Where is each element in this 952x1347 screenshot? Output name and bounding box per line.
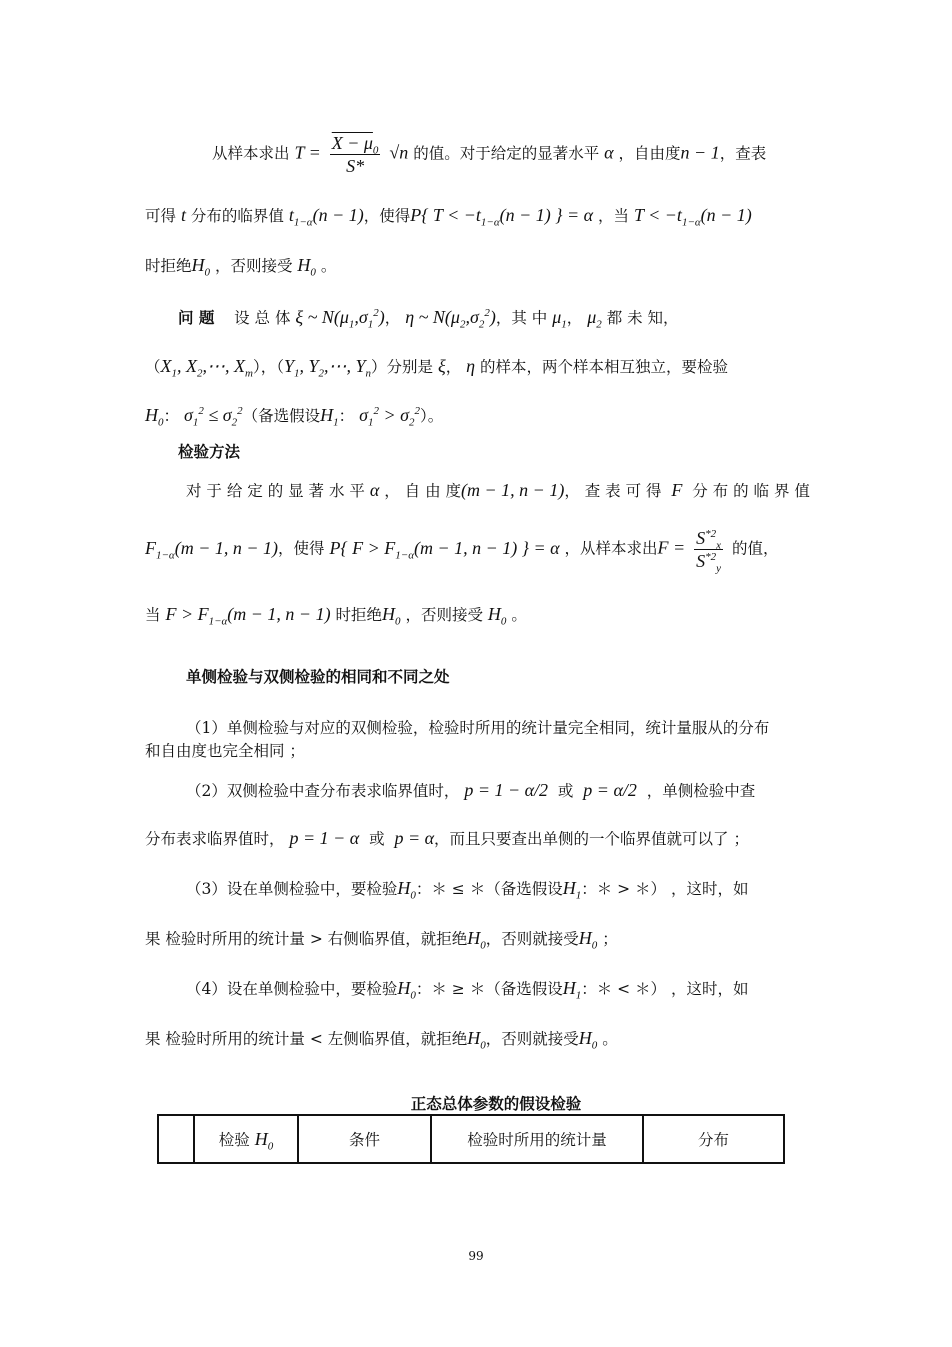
question-line-3 [145,404,443,427]
y-sample: $Y_1$, $Y_2,\cdots$, $Y_n$ [283,356,372,380]
item-1-line-1: （1）单侧检验与对应的双侧检验，检验时所用的统计量完全相同，统计量服从的分布 [186,719,770,737]
text: 。 [602,1030,618,1048]
null-hypothesis-formula: $\sigma_1^2 \le \sigma_2^2$ [183,405,243,429]
question-line-2 [145,355,728,378]
xi-symbol: ξ [437,356,446,376]
table-header-index [158,1115,194,1163]
reject-condition: $T < -t_{1-\alpha}(n - 1)$ [633,205,752,229]
text: （ [145,358,161,376]
item-2-line-1 [186,779,755,802]
H0-symbol: $H_0$ [397,978,416,1002]
text: 果 检验时所用的统计量 > 右侧临界值，就拒绝 [145,930,468,948]
alpha-symbol: α [369,480,380,500]
alt-hypothesis-formula: $\sigma_1^2 > \sigma_2^2$ [359,405,421,429]
formula-p: p = 1 − α [289,828,360,848]
text: ； [602,930,618,948]
H0-symbol: $H_0$ [578,1028,598,1052]
fraction-T [330,132,381,177]
text: ： [338,407,355,425]
text: 。 [511,606,527,624]
text: ，否则接受 [214,257,293,275]
F-symbol: F [671,480,683,500]
formula-p: p = α/2 [583,780,637,800]
F-critical-value: $F_{1-\alpha}(m - 1$, n − 1) [145,537,278,562]
text: ， [566,309,583,327]
F-probability-formula: P{ $F > F_{1-\alpha}(m - 1$, n − 1) } = α [329,537,560,562]
H0-symbol: $H_0$ [467,928,486,952]
text: ，查表 [719,144,767,163]
item-1-line-2: 和自由度也完全相同 ； [145,742,305,760]
text: 的值， [731,539,779,558]
F-equals: F = [657,537,686,558]
text: 可得 [145,207,177,225]
text: ，而且只要查出单侧的一个临界值就可以了 ； [434,830,749,848]
fraction-numerator: $S^{*2}_x$ [696,528,721,552]
question-line-1 [178,306,679,329]
item-4-line-1 [186,977,749,1000]
page-number: 99 [468,1249,484,1263]
text: 设 总 体 [234,309,291,327]
formula-p: p = α [394,828,435,848]
text: ）。 [420,407,444,425]
probability-formula: P{ $T < -t_{1-\alpha}(n - 1)$ } = α [410,205,594,229]
formula-T: T = [294,142,321,163]
text: ， [445,358,462,376]
text: ，否则接受 [405,606,483,624]
dof-value: n − 1 [680,142,720,163]
H0-symbol: $H_0$ [397,878,416,902]
fraction-denominator: $S^{*2}_y$ [696,551,721,575]
xi-distribution: ξ ~ $N(\mu_1,\sigma_1^2)$ [295,307,385,331]
para-1-line-2 [145,204,752,227]
text: ），（ [252,358,284,376]
text: ，单侧检验中查 [646,782,756,800]
text: 的样本，两个样本相互独立，要检验 [480,358,729,376]
table-header-statistic: 检验时所用的统计量 [431,1115,643,1163]
critical-value: $t_{1-\alpha}(n - 1)$ [288,205,364,229]
text: 当 [145,606,161,624]
para-1-line-1 [212,132,766,177]
x-sample: $X_1$, $X_2,\cdots$, $X_m$ [160,356,253,380]
text: 。 [320,257,337,275]
text: 分 布 的 临 界 值 [692,482,810,500]
text: ， 查 表 可 得 [564,482,662,500]
mu1-symbol: $\mu_1$ [552,307,567,331]
text: 对 于 给 定 的 显 著 水 平 [186,482,365,500]
text: （4）设在单侧检验中，要检验 [186,980,398,998]
text: ，否则就接受 [485,1030,579,1048]
text: 都 未 知， [606,309,679,327]
item-4-line-2 [145,1027,618,1050]
method-line-2 [145,527,779,575]
text: ，从样本求出 [564,539,658,558]
text: ：＊ ≤ ＊（备选假设 [415,880,563,898]
table-header-condition: 条件 [298,1115,431,1163]
t-symbol: t [180,205,186,225]
text: 的值。对于给定的显著水平 [413,144,600,163]
table-header-distribution: 分布 [643,1115,784,1163]
text: 分布表求临界值时， [145,830,285,848]
text: （备选假设 [242,407,321,425]
sqrt-n: √n [389,142,409,163]
method-title: 检验方法 [178,443,241,461]
text: （2）双侧检验中查分布表求临界值时， [186,782,460,800]
method-line-1 [186,479,810,502]
text: （3）设在单侧检验中，要检验 [186,880,398,898]
text: ， 自 由 度 [384,482,462,500]
text: 果 检验时所用的统计量 < 左侧临界值，就拒绝 [145,1030,468,1048]
F-reject-condition: $F > F_{1-\alpha}(m - 1$, n − 1) [165,604,331,628]
text: ，使得 [277,539,325,558]
H1-symbol: $H_1$ [562,878,582,902]
H0-symbol: $H_0$ [467,1028,486,1052]
text: 时拒绝 [335,606,383,624]
text: 分布的临界值 [190,207,284,225]
formula-p: p = 1 − α/2 [464,780,549,800]
question-label: 问 题 [178,309,215,327]
text: ，自由度 [618,144,681,163]
fraction-numerator: $X - \mu_0$ [331,133,379,157]
text: ：＊ ≥ ＊（备选假设 [415,980,563,998]
para-1-line-3 [145,254,336,277]
fraction-F [694,527,723,575]
H0-symbol: $H_0$ [297,255,316,279]
text: ，当 [598,207,630,225]
text: ， [384,309,401,327]
H0-symbol: $H_0$ [382,604,401,628]
item-2-line-2 [145,827,749,850]
text: ：＊ < ＊） ，这时，如 [581,980,749,998]
section-title: 单侧检验与双侧检验的相同和不同之处 [186,668,450,686]
fraction-denominator: S* [346,156,365,176]
eta-symbol: η [466,356,476,376]
H0-symbol: $H_0$ [191,255,211,279]
item-3-line-1 [186,877,749,900]
text: 从样本求出 [212,144,290,163]
text: 或 [369,830,385,848]
item-3-line-2 [145,927,618,950]
text: ）分别是 [371,358,434,376]
eta-distribution: η ~ $N(\mu_2,\sigma_2^2)$ [405,307,496,331]
text: 或 [557,782,574,800]
dof-value: (m − 1, n − 1) [461,480,565,500]
text: ，否则就接受 [485,930,579,948]
text: ：＊ > ＊） ，这时，如 [581,880,749,898]
table-title: 正态总体参数的假设检验 [410,1095,582,1113]
text: ，使得 [363,207,411,225]
H0-symbol: $H_0$ [487,604,507,628]
text: ，其 中 [495,309,548,327]
table-header-test: 检验 $H_0$ [194,1115,298,1163]
mu2-symbol: $\mu_2$ [587,307,602,331]
hypothesis-test-table [157,1114,785,1164]
H1-symbol: $H_1$ [562,978,582,1002]
method-line-3 [145,603,527,626]
H0-symbol: $H_0$ [145,405,164,429]
H1-symbol: $H_1$ [320,405,339,429]
H0-symbol: $H_0$ [578,928,598,952]
text: ： [163,407,180,425]
text: 时拒绝 [145,257,192,275]
table-header-row [158,1115,784,1163]
alpha-symbol: α [604,142,614,163]
